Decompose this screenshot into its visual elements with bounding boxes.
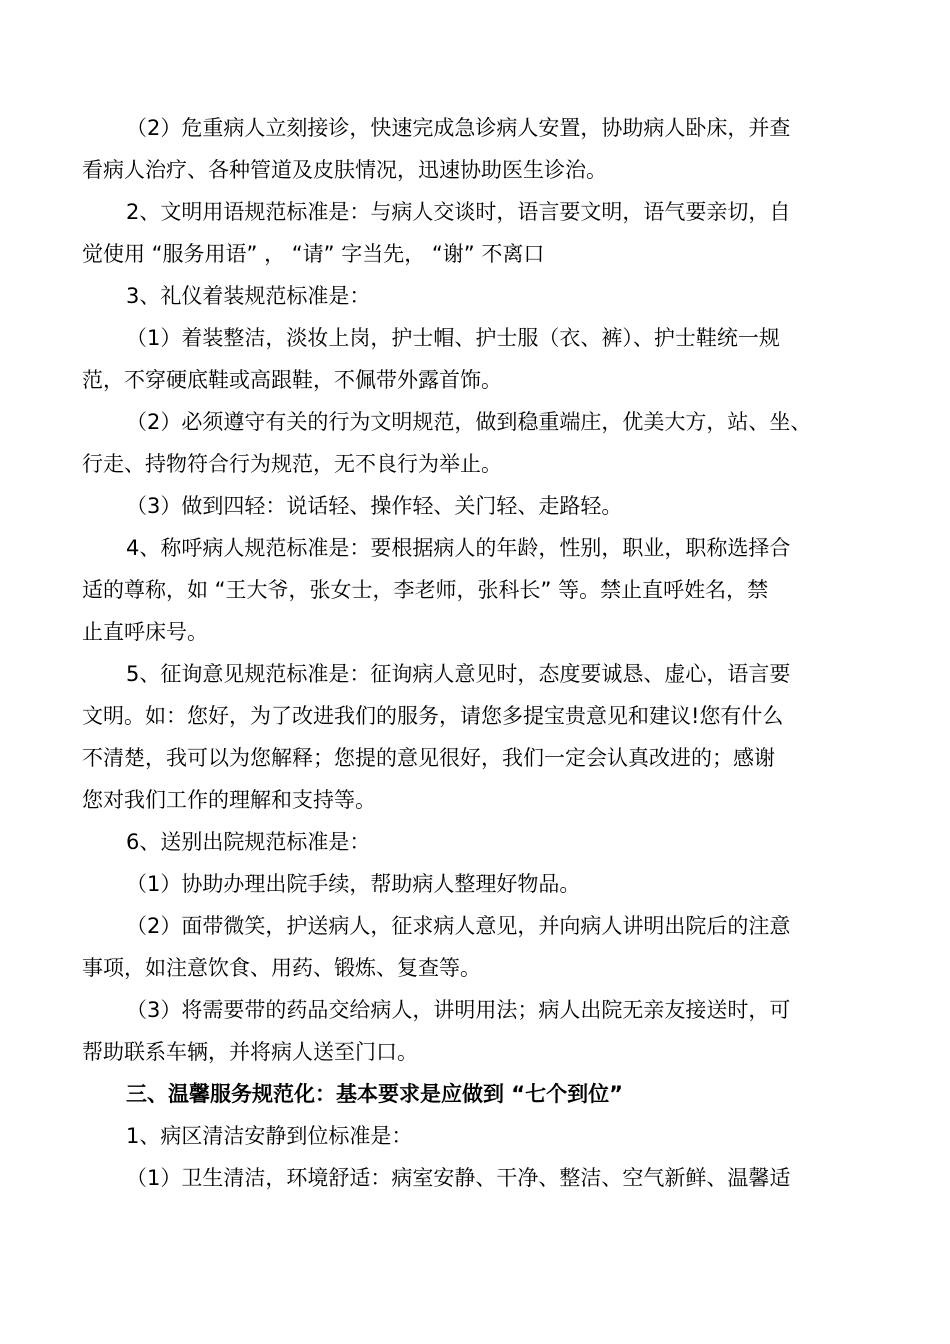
text-line: （3）将需要带的药品交给病人，讲明用法；病人出院无亲友接送时，可	[126, 998, 791, 1022]
text-line: （2）面带微笑，护送病人，征求病人意见，并向病人讲明出院后的注意	[126, 914, 791, 938]
text-line: 3、礼仪着装规范标准是：	[126, 284, 371, 308]
text-line: （2）必须遵守有关的行为文明规范，做到稳重端庄，优美大方，站、坐、	[126, 410, 812, 434]
text-line: （2）危重病人立刻接诊，快速完成急诊病人安置，协助病人卧床，并查	[126, 116, 791, 140]
text-line: （1）着装整洁，淡妆上岗，护士帽、护士服（衣、裤）、护士鞋统一规	[126, 326, 780, 350]
section-heading: 三、温馨服务规范化：基本要求是应做到 “七个到位”	[126, 1082, 623, 1106]
text-line: （1）卫生清洁，环境舒适：病室安静、干净、整洁、空气新鲜、温馨适	[126, 1166, 791, 1190]
text-line: 5、征询意见规范标准是：征询病人意见时，态度要诚恳、虚心，语言要	[126, 662, 791, 686]
text-line: 觉使用 “服务用语” ， “请” 字当先， “谢” 不离口	[82, 242, 545, 266]
text-line: （3）做到四轻：说话轻、操作轻、关门轻、走路轻。	[126, 494, 623, 518]
text-line: 1、病区清洁安静到位标准是：	[126, 1124, 413, 1148]
text-line: 帮助联系车辆，并将病人送至门口。	[82, 1040, 418, 1064]
text-line: 2、文明用语规范标准是：与病人交谈时，语言要文明，语气要亲切，自	[126, 200, 791, 224]
text-line: 不清楚，我可以为您解释；您提的意见很好，我们一定会认真改进的；感谢	[82, 746, 775, 770]
text-line: 文明。如：您好，为了改进我们的服务，请您多提宝贵意见和建议!您有什么	[82, 704, 784, 728]
text-line: 适的尊称，如 “王大爷，张女士，李老师，张科长” 等。禁止直呼姓名，禁	[82, 578, 769, 602]
text-line: 4、称呼病人规范标准是：要根据病人的年龄，性别，职业，职称选择合	[126, 536, 791, 560]
text-line: 止直呼床号。	[82, 620, 208, 644]
text-line: 行走、持物符合行为规范，无不良行为举止。	[82, 452, 502, 476]
text-line: 6、送别出院规范标准是：	[126, 830, 371, 854]
text-line: 您对我们工作的理解和支持等。	[82, 788, 376, 812]
text-line: 看病人治疗、各种管道及皮肤情况，迅速协助医生诊治。	[82, 158, 607, 182]
text-line: 事项，如注意饮食、用药、锻炼、复查等。	[82, 956, 481, 980]
text-line: （1）协助办理出院手续，帮助病人整理好物品。	[126, 872, 581, 896]
text-line: 范，不穿硬底鞋或高跟鞋，不佩带外露首饰。	[82, 368, 502, 392]
